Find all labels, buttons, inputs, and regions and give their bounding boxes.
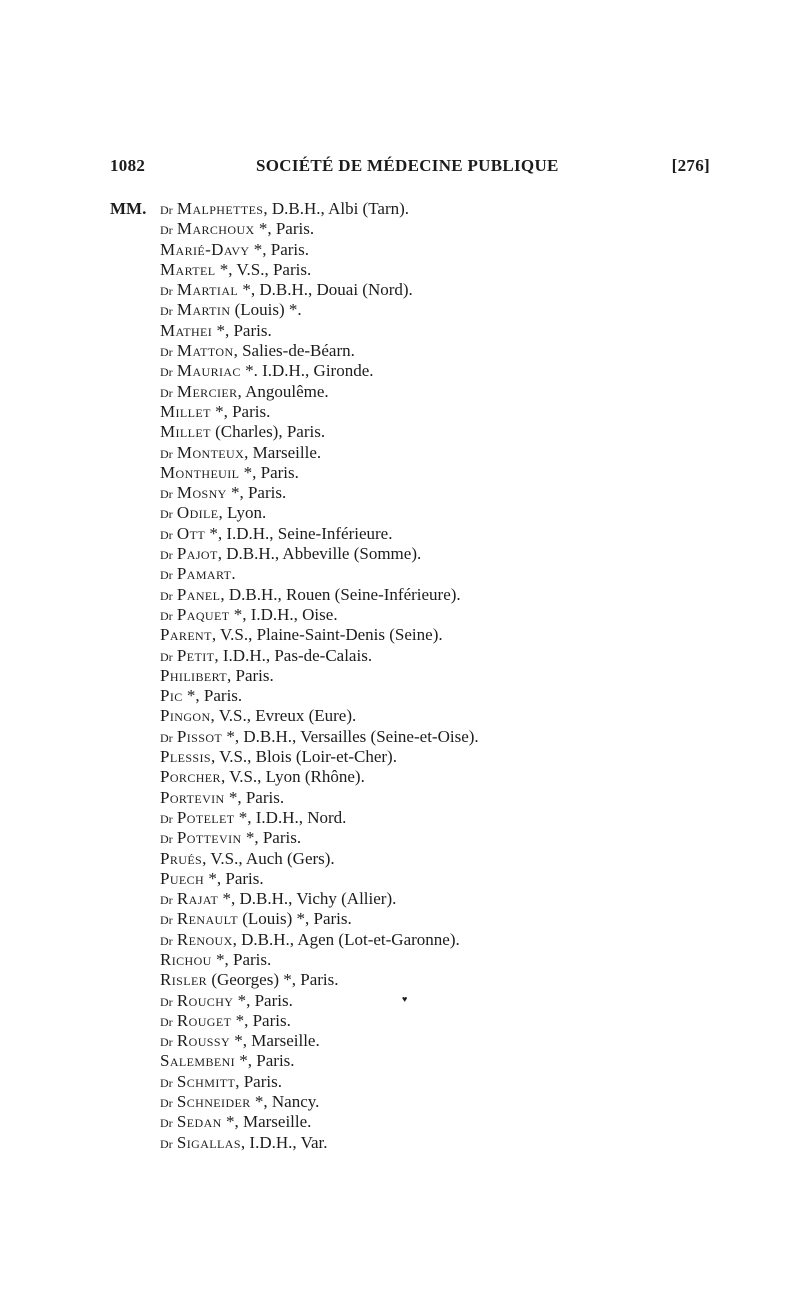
member-name: Mauriac bbox=[176, 361, 241, 381]
salutation: MM. bbox=[110, 199, 147, 218]
member-title: Dr bbox=[160, 304, 173, 319]
member-name: Sedan bbox=[176, 1112, 222, 1132]
member-entry bbox=[160, 889, 720, 909]
member-entry bbox=[160, 240, 720, 260]
member-title: Dr bbox=[160, 994, 173, 1009]
member-details: (Charles), Paris. bbox=[210, 422, 326, 442]
member-details: , D.B.H., Agen (Lot-et-Garonne). bbox=[232, 929, 460, 949]
member-details: , D.B.H., Albi (Tarn). bbox=[263, 199, 410, 218]
member-entry bbox=[160, 666, 720, 686]
member-name: Martial bbox=[176, 280, 239, 300]
member-name: Monteux bbox=[176, 442, 245, 462]
member-name: Prués bbox=[160, 848, 203, 868]
member-name: Millet bbox=[160, 422, 211, 442]
member-details: , I.D.H., Var. bbox=[240, 1132, 328, 1152]
member-entry bbox=[160, 828, 720, 848]
member-entry bbox=[160, 1133, 720, 1153]
member-title: Dr bbox=[160, 568, 173, 583]
member-name: Pamart bbox=[176, 564, 232, 584]
page-title: SOCIÉTÉ DE MÉDECINE PUBLIQUE bbox=[256, 156, 559, 175]
member-entry bbox=[160, 260, 720, 280]
member-name: Ott bbox=[176, 523, 206, 543]
member-name: Roussy bbox=[176, 1031, 231, 1051]
member-entry bbox=[160, 747, 720, 767]
member-details: , D.B.H., Rouen (Seine-Inférieure). bbox=[220, 584, 461, 604]
member-details: *, Paris. bbox=[212, 320, 272, 340]
member-name: Risler bbox=[160, 970, 208, 990]
member-details: *, Paris. bbox=[224, 787, 285, 807]
member-title: Dr bbox=[160, 548, 173, 563]
member-details: *, D.B.H., Vichy (Allier). bbox=[218, 889, 397, 909]
member-details: *, V.S., Paris. bbox=[215, 259, 312, 279]
member-entry bbox=[160, 463, 720, 483]
member-entry bbox=[160, 727, 720, 747]
member-title: Dr bbox=[160, 365, 173, 380]
member-entry bbox=[160, 909, 720, 929]
member-entry bbox=[160, 402, 720, 422]
member-entry bbox=[160, 991, 720, 1011]
member-entry bbox=[160, 361, 720, 381]
member-details: *, Marseille. bbox=[221, 1112, 312, 1132]
member-name: Puech bbox=[160, 868, 205, 888]
member-name: Pingon bbox=[160, 706, 211, 726]
member-details: *, Paris. bbox=[210, 401, 271, 421]
member-title: Dr bbox=[160, 1075, 173, 1090]
member-entry bbox=[160, 422, 720, 442]
member-entry bbox=[160, 524, 720, 544]
member-name: Parent bbox=[160, 625, 212, 645]
member-name: Sigallas bbox=[176, 1132, 241, 1152]
member-entry bbox=[160, 382, 720, 402]
page-number: 1082 bbox=[110, 156, 146, 175]
member-name: Mathei bbox=[160, 320, 213, 340]
member-details: , V.S., Blois (Loir-et-Cher). bbox=[210, 747, 397, 767]
member-title: Dr bbox=[160, 1136, 173, 1151]
member-name: Schneider bbox=[176, 1092, 251, 1112]
member-name: Salembeni bbox=[160, 1051, 236, 1071]
section-number: [276] bbox=[671, 156, 710, 175]
member-entry bbox=[160, 849, 720, 869]
member-name: Pottevin bbox=[176, 828, 242, 848]
member-entry bbox=[160, 1092, 720, 1112]
member-details: . bbox=[231, 564, 236, 584]
member-details: , I.D.H., Pas-de-Calais. bbox=[214, 645, 373, 665]
member-entry bbox=[160, 625, 720, 645]
member-title: Dr bbox=[160, 527, 173, 542]
member-name: Mercier bbox=[176, 381, 238, 401]
member-title: Dr bbox=[160, 649, 173, 664]
member-entry bbox=[160, 808, 720, 828]
member-name: Potelet bbox=[176, 807, 235, 827]
member-title: Dr bbox=[160, 284, 173, 299]
member-entry bbox=[160, 483, 720, 503]
member-name: Martin bbox=[176, 300, 231, 320]
member-details: *, D.B.H., Versailles (Seine-et-Oise). bbox=[222, 726, 479, 746]
member-name: Rajat bbox=[176, 889, 219, 909]
member-name: Marié-Davy bbox=[160, 239, 250, 259]
member-entry bbox=[160, 544, 720, 564]
member-name: Richou bbox=[160, 949, 212, 969]
member-entry bbox=[160, 869, 720, 889]
member-entry bbox=[160, 1051, 720, 1071]
member-details: , V.S., Plaine-Saint-Denis (Seine). bbox=[211, 625, 443, 645]
member-details: *, Marseille. bbox=[230, 1031, 320, 1051]
member-title: Dr bbox=[160, 203, 173, 217]
member-title: Dr bbox=[160, 1116, 173, 1131]
member-details: , V.S., Auch (Gers). bbox=[202, 848, 335, 868]
member-name: Matton bbox=[176, 341, 234, 361]
member-details: *, I.D.H., Seine-Inférieure. bbox=[205, 523, 393, 543]
member-details: , Angoulême. bbox=[237, 381, 329, 401]
member-entry bbox=[160, 1072, 720, 1092]
member-entry bbox=[160, 686, 720, 706]
member-name: Pissot bbox=[176, 726, 223, 746]
member-title: Dr bbox=[160, 345, 173, 360]
member-details: *, Paris. bbox=[226, 483, 287, 503]
member-details: , Marseille. bbox=[244, 442, 322, 462]
ink-mark: ♥ bbox=[402, 994, 408, 1004]
member-entry bbox=[160, 1031, 720, 1051]
member-name: Renault bbox=[176, 909, 238, 929]
member-entry bbox=[160, 970, 720, 990]
member-entry bbox=[160, 443, 720, 463]
running-header bbox=[110, 156, 710, 186]
member-name: Schmitt bbox=[176, 1071, 236, 1091]
member-name: Montheuil bbox=[160, 462, 240, 482]
member-name: Portevin bbox=[160, 787, 225, 807]
member-name: Marchoux bbox=[176, 219, 255, 239]
member-details: , Lyon. bbox=[218, 503, 267, 523]
member-entry bbox=[160, 1112, 720, 1132]
member-details: *, Paris. bbox=[233, 990, 293, 1010]
member-details: *, Paris. bbox=[231, 1010, 291, 1030]
member-name: Porcher bbox=[160, 767, 221, 787]
member-entry bbox=[160, 280, 720, 300]
member-title: Dr bbox=[160, 487, 173, 502]
member-entry bbox=[160, 646, 720, 666]
member-title: Dr bbox=[160, 832, 173, 847]
member-details: *. I.D.H., Gironde. bbox=[240, 361, 374, 381]
member-details: , Salies-de-Béarn. bbox=[233, 341, 355, 361]
member-details: (Georges) *, Paris. bbox=[207, 970, 339, 990]
member-name: Millet bbox=[160, 401, 211, 421]
member-name: Mosny bbox=[176, 483, 227, 503]
member-entry bbox=[160, 1011, 720, 1031]
member-entry bbox=[160, 564, 720, 584]
member-details: *, D.B.H., Douai (Nord). bbox=[238, 280, 413, 300]
member-entry bbox=[160, 788, 720, 808]
member-name: Panel bbox=[176, 584, 221, 604]
member-name: Paquet bbox=[176, 604, 230, 624]
member-name: Pajot bbox=[176, 544, 218, 564]
member-entry bbox=[160, 605, 720, 625]
member-list bbox=[160, 199, 720, 1153]
member-entry bbox=[160, 341, 720, 361]
member-details: *, I.D.H., Nord. bbox=[234, 807, 347, 827]
member-details: , V.S., Lyon (Rhône). bbox=[220, 767, 365, 787]
member-title: Dr bbox=[160, 1035, 173, 1050]
member-title: Dr bbox=[160, 933, 173, 948]
member-details: *, Paris. bbox=[204, 868, 264, 888]
member-details: *, Paris. bbox=[235, 1051, 295, 1071]
member-entry bbox=[160, 321, 720, 341]
member-entry bbox=[160, 767, 720, 787]
member-title: Dr bbox=[160, 385, 173, 400]
member-title: Dr bbox=[160, 893, 173, 908]
member-details: *, Paris. bbox=[254, 219, 315, 239]
member-title: Dr bbox=[160, 223, 173, 238]
member-title: Dr bbox=[160, 446, 173, 461]
member-name: Philibert bbox=[160, 665, 227, 685]
member-name: Martel bbox=[160, 259, 216, 279]
member-name: Renoux bbox=[176, 929, 233, 949]
member-details: *, Paris. bbox=[241, 828, 302, 848]
member-title: Dr bbox=[160, 1014, 173, 1029]
member-name: Odile bbox=[176, 503, 219, 523]
member-entry bbox=[160, 219, 720, 239]
member-details: *, Paris. bbox=[182, 686, 243, 706]
member-details: *, I.D.H., Oise. bbox=[229, 604, 338, 624]
member-details: *, Paris. bbox=[249, 239, 310, 259]
member-entry bbox=[160, 950, 720, 970]
member-title: Dr bbox=[160, 608, 173, 623]
member-details: (Louis) *. bbox=[230, 300, 302, 320]
member-details: , Paris. bbox=[235, 1071, 282, 1091]
member-name: Rouchy bbox=[176, 990, 234, 1010]
member-details: (Louis) *, Paris. bbox=[237, 909, 352, 929]
member-entry bbox=[160, 300, 720, 320]
member-name: Pic bbox=[160, 686, 183, 706]
member-details: *, Nancy. bbox=[250, 1092, 320, 1112]
member-name: Rouget bbox=[176, 1010, 232, 1030]
member-entry bbox=[160, 930, 720, 950]
member-title: Dr bbox=[160, 507, 173, 522]
member-details: , D.B.H., Abbeville (Somme). bbox=[217, 544, 422, 564]
member-title: Dr bbox=[160, 913, 173, 928]
member-title: Dr bbox=[160, 588, 173, 603]
member-title: Dr bbox=[160, 811, 173, 826]
member-entry bbox=[160, 706, 720, 726]
member-details: , Paris. bbox=[227, 665, 274, 685]
member-entry bbox=[160, 503, 720, 523]
member-details: *, Paris. bbox=[211, 949, 272, 969]
member-details: , V.S., Evreux (Eure). bbox=[210, 706, 357, 726]
member-details: *, Paris. bbox=[239, 462, 299, 482]
member-entry bbox=[160, 585, 720, 605]
member-name: Petit bbox=[176, 645, 215, 665]
member-name: Plessis bbox=[160, 747, 211, 767]
member-title: Dr bbox=[160, 730, 173, 745]
member-entry bbox=[160, 199, 720, 219]
member-title: Dr bbox=[160, 1096, 173, 1111]
member-name: Malphettes bbox=[176, 199, 264, 218]
